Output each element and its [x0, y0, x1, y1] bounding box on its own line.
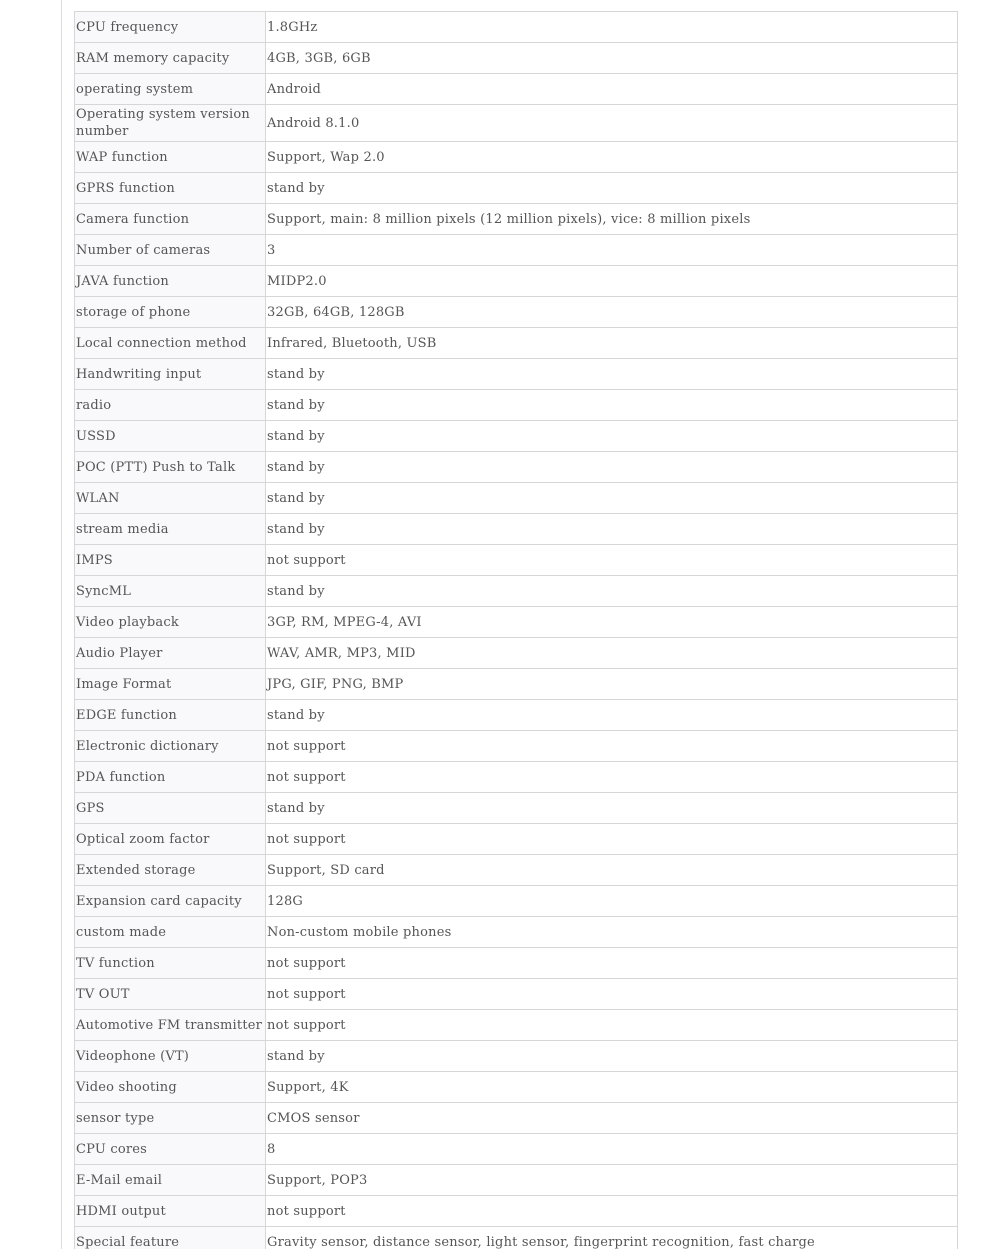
- spec-table: [74, 11, 958, 1249]
- spec-row: [75, 204, 958, 235]
- spec-label: sensor type: [75, 1103, 266, 1134]
- spec-label: TV function: [75, 948, 266, 979]
- spec-label: IMPS: [75, 545, 266, 576]
- spec-row: [75, 979, 958, 1010]
- spec-value: stand by: [266, 483, 958, 514]
- spec-row: [75, 266, 958, 297]
- spec-value: not support: [266, 1010, 958, 1041]
- spec-row: [75, 421, 958, 452]
- spec-value: stand by: [266, 421, 958, 452]
- spec-label: CPU cores: [75, 1134, 266, 1165]
- spec-value: 3: [266, 235, 958, 266]
- spec-value: not support: [266, 824, 958, 855]
- spec-value: not support: [266, 545, 958, 576]
- spec-value: Android: [266, 74, 958, 105]
- spec-row: [75, 142, 958, 173]
- spec-label: Expansion card capacity: [75, 886, 266, 917]
- spec-label: Video playback: [75, 607, 266, 638]
- spec-value: Android 8.1.0: [266, 105, 958, 142]
- spec-row: [75, 731, 958, 762]
- spec-value: not support: [266, 731, 958, 762]
- spec-label: TV OUT: [75, 979, 266, 1010]
- spec-row: [75, 1103, 958, 1134]
- spec-label: Image Format: [75, 669, 266, 700]
- spec-value: not support: [266, 762, 958, 793]
- spec-value: 4GB, 3GB, 6GB: [266, 43, 958, 74]
- spec-row: [75, 43, 958, 74]
- spec-label: JAVA function: [75, 266, 266, 297]
- spec-value: Support, main: 8 million pixels (12 million pixels), vice: 8 million pixels: [266, 204, 958, 235]
- spec-label: stream media: [75, 514, 266, 545]
- spec-row: [75, 545, 958, 576]
- spec-row: [75, 700, 958, 731]
- spec-row: [75, 762, 958, 793]
- spec-label: Camera function: [75, 204, 266, 235]
- spec-row: [75, 855, 958, 886]
- spec-row: [75, 824, 958, 855]
- spec-value: not support: [266, 1196, 958, 1227]
- spec-row: [75, 74, 958, 105]
- spec-value: stand by: [266, 576, 958, 607]
- spec-label: HDMI output: [75, 1196, 266, 1227]
- spec-label: storage of phone: [75, 297, 266, 328]
- spec-label: Audio Player: [75, 638, 266, 669]
- spec-row: [75, 173, 958, 204]
- spec-value: stand by: [266, 700, 958, 731]
- spec-value: stand by: [266, 173, 958, 204]
- spec-row: [75, 328, 958, 359]
- spec-label: EDGE function: [75, 700, 266, 731]
- spec-label: operating system: [75, 74, 266, 105]
- spec-value: JPG, GIF, PNG, BMP: [266, 669, 958, 700]
- spec-value: Support, Wap 2.0: [266, 142, 958, 173]
- spec-label: PDA function: [75, 762, 266, 793]
- spec-label: Videophone (VT): [75, 1041, 266, 1072]
- spec-label: custom made: [75, 917, 266, 948]
- spec-label: radio: [75, 390, 266, 421]
- spec-label: Extended storage: [75, 855, 266, 886]
- spec-label: USSD: [75, 421, 266, 452]
- spec-label: Automotive FM transmitter: [75, 1010, 266, 1041]
- spec-value: MIDP2.0: [266, 266, 958, 297]
- spec-value: 8: [266, 1134, 958, 1165]
- spec-value: stand by: [266, 793, 958, 824]
- spec-label: E-Mail email: [75, 1165, 266, 1196]
- spec-row: [75, 483, 958, 514]
- spec-row: [75, 1041, 958, 1072]
- spec-row: [75, 1165, 958, 1196]
- spec-label: Special feature: [75, 1227, 266, 1249]
- spec-row: [75, 917, 958, 948]
- spec-value: Support, SD card: [266, 855, 958, 886]
- spec-label: SyncML: [75, 576, 266, 607]
- spec-label: Handwriting input: [75, 359, 266, 390]
- spec-value: 32GB, 64GB, 128GB: [266, 297, 958, 328]
- spec-row: [75, 514, 958, 545]
- spec-row: [75, 1072, 958, 1103]
- spec-row: [75, 359, 958, 390]
- spec-row: [75, 576, 958, 607]
- spec-value: stand by: [266, 452, 958, 483]
- spec-row: [75, 793, 958, 824]
- spec-label: Operating system version number: [75, 105, 266, 142]
- spec-row: [75, 235, 958, 266]
- spec-value: 128G: [266, 886, 958, 917]
- spec-row: [75, 948, 958, 979]
- spec-value: stand by: [266, 359, 958, 390]
- spec-row: [75, 1010, 958, 1041]
- spec-label: POC (PTT) Push to Talk: [75, 452, 266, 483]
- spec-label: GPS: [75, 793, 266, 824]
- spec-value: 3GP, RM, MPEG-4, AVI: [266, 607, 958, 638]
- spec-label: WLAN: [75, 483, 266, 514]
- spec-row: [75, 1134, 958, 1165]
- spec-label: CPU frequency: [75, 12, 266, 43]
- spec-row: [75, 669, 958, 700]
- spec-row: [75, 607, 958, 638]
- spec-row: [75, 886, 958, 917]
- spec-value: stand by: [266, 1041, 958, 1072]
- spec-value: Support, 4K: [266, 1072, 958, 1103]
- left-divider: [61, 0, 62, 1249]
- spec-label: Electronic dictionary: [75, 731, 266, 762]
- spec-label: WAP function: [75, 142, 266, 173]
- spec-row: [75, 390, 958, 421]
- spec-table-body: [75, 12, 958, 1249]
- spec-value: CMOS sensor: [266, 1103, 958, 1134]
- spec-row: [75, 105, 958, 142]
- spec-label: GPRS function: [75, 173, 266, 204]
- spec-row: [75, 1227, 958, 1249]
- spec-value: Gravity sensor, distance sensor, light sensor, fingerprint recognition, fast charge: [266, 1227, 958, 1249]
- spec-row: [75, 297, 958, 328]
- spec-value: 1.8GHz: [266, 12, 958, 43]
- spec-value: stand by: [266, 514, 958, 545]
- spec-row: [75, 638, 958, 669]
- spec-label: Video shooting: [75, 1072, 266, 1103]
- spec-value: WAV, AMR, MP3, MID: [266, 638, 958, 669]
- spec-value: not support: [266, 948, 958, 979]
- spec-value: stand by: [266, 390, 958, 421]
- spec-row: [75, 12, 958, 43]
- spec-label: RAM memory capacity: [75, 43, 266, 74]
- spec-value: Non-custom mobile phones: [266, 917, 958, 948]
- spec-value: Support, POP3: [266, 1165, 958, 1196]
- spec-value: Infrared, Bluetooth, USB: [266, 328, 958, 359]
- spec-label: Optical zoom factor: [75, 824, 266, 855]
- spec-row: [75, 1196, 958, 1227]
- spec-label: Local connection method: [75, 328, 266, 359]
- spec-value: not support: [266, 979, 958, 1010]
- spec-label: Number of cameras: [75, 235, 266, 266]
- spec-row: [75, 452, 958, 483]
